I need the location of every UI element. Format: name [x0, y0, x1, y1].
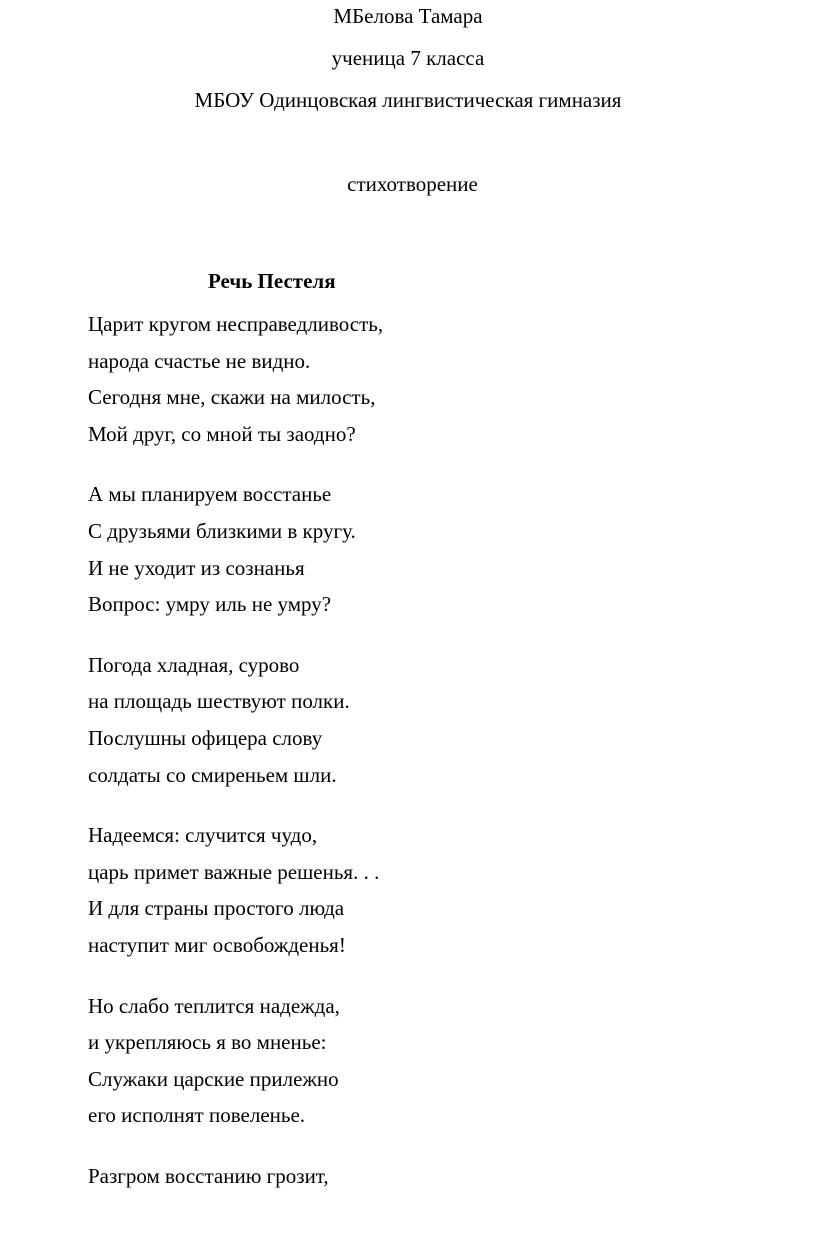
poem-line: наступит миг освобожденья! [88, 932, 346, 957]
poem-line: Послушны офицера слову [88, 725, 323, 750]
poem-body [88, 306, 788, 1218]
poem-line: Но слабо теплится надежда, [88, 993, 340, 1018]
poem-line: Мой друг, со мной ты заодно? [88, 421, 356, 446]
poem-line: его исполнят повеленье. [88, 1103, 306, 1128]
stanza [88, 476, 788, 622]
stanza [88, 1158, 788, 1195]
stanza [88, 306, 788, 452]
genre-label: стихотворение [347, 172, 478, 196]
poem-title: Речь Пестеля [208, 269, 336, 293]
poem-line: Вопрос: умру иль не умру? [88, 592, 332, 617]
student-grade: ученица 7 класса [331, 46, 485, 70]
stanza [88, 647, 788, 793]
poem-line: А мы планируем восстанье [88, 482, 332, 507]
poem-line: Служаки царские прилежно [88, 1066, 339, 1091]
poem-line: И для страны простого люда [88, 896, 345, 921]
stanza [88, 988, 788, 1134]
school-name: МБОУ Одинцовская лингвистическая гимназия [194, 88, 622, 112]
stanza [88, 817, 788, 963]
poem-line: народа счастье не видно. [88, 348, 311, 373]
poem-line: на площадь шествуют полки. [88, 689, 350, 714]
poem-line: солдаты со смиреньем шли. [88, 762, 337, 787]
poem-line: С друзьями близкими в кругу. [88, 518, 356, 543]
poem-line: Погода хладная, сурово [88, 652, 300, 677]
poem-line: и укрепляюсь я во мненье: [88, 1030, 327, 1055]
poem-line: Царит кругом несправедливость, [88, 312, 384, 336]
poem-line: царь примет важные решенья. . . [88, 859, 380, 884]
poem-line: Разгром восстанию грозит, [88, 1163, 329, 1188]
author-name: МБелова Тамара [333, 4, 483, 28]
poem-line: Сегодня мне, скажи на милость, [88, 385, 376, 410]
poem-line: И не уходит из сознанья [88, 555, 305, 580]
poem-line: Надеемся: случится чудо, [88, 823, 318, 848]
